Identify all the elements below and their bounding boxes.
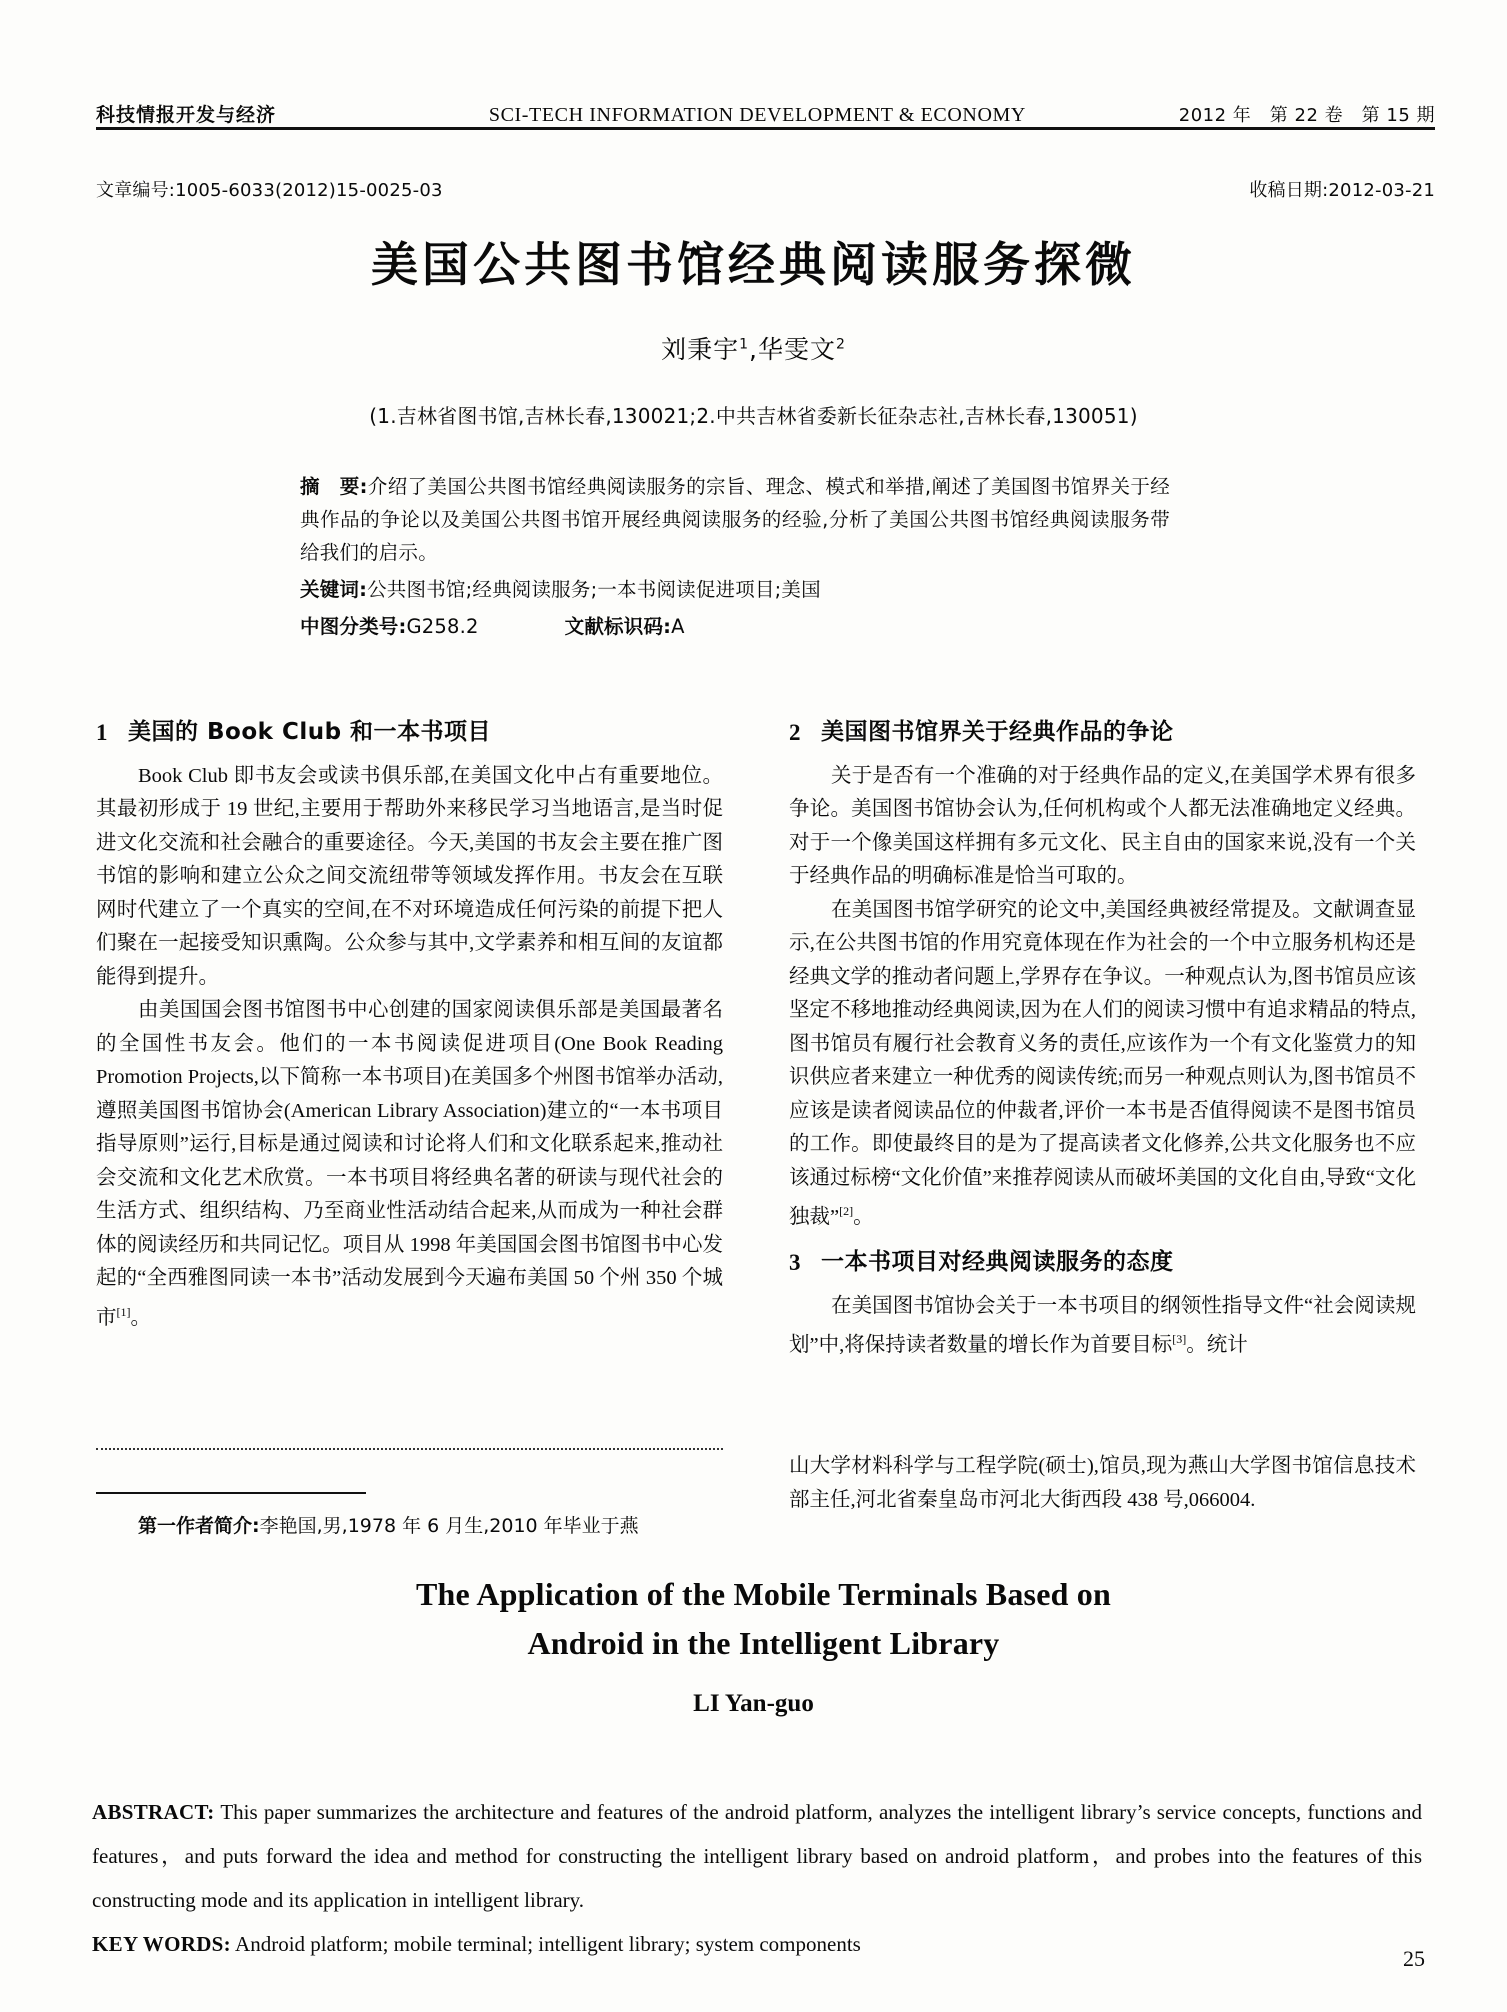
clc-group (300, 610, 479, 643)
paragraph-tail: 。 (130, 1306, 151, 1329)
body-columns (96, 716, 1416, 1436)
english-title-line-1: The Application of the Mobile Terminals Based on (415, 1576, 1112, 1612)
abstract-block (300, 470, 1170, 643)
section-2-number: 2 (789, 720, 801, 745)
article-id-line (96, 176, 1435, 202)
section-3-title: 一本书项目对经典阅读服务的态度 (821, 1249, 1174, 1276)
first-author-note-label: 第一作者简介: (138, 1515, 260, 1537)
column-left (96, 716, 723, 1436)
section-heading-1 (96, 716, 723, 750)
section-1-title: 美国的 Book Club 和一本书项目 (128, 719, 492, 745)
doc-code-value: A (671, 615, 685, 638)
first-author-note-continued: 山大学材料科学与工程学院(硕士),馆员,现为燕山大学图书馆信息技术部主任,河北省秦皇岛市河北大街西段 438 号,066004. (789, 1455, 1416, 1511)
paragraph-text: 在美国图书馆协会关于一本书项目的纲领性指导文件“社会阅读规划”中,将保持读者数量的增长作为首要目标 (789, 1294, 1416, 1357)
article-number: 文章编号:1005-6033(2012)15-0025-03 (96, 180, 443, 201)
paragraph: 关于是否有一个准确的对于经典作品的定义,在美国学术界有很多争论。美国图书馆协会认为,任何机构或个人都无法准确地定义经典。对于一个像美国这样拥有多元文化、民主自由的国家来说,没有一个关于经典作品的明确标准是恰当可取的。 (789, 764, 1416, 887)
english-abstract-paragraph (92, 1790, 1422, 1922)
author-1-affil-mark: 1 (739, 336, 750, 353)
abstract-label: 摘 要: (300, 475, 368, 498)
english-abstract-label: ABSTRACT: (92, 1800, 215, 1824)
english-keywords-label: KEY WORDS: (92, 1932, 231, 1956)
page-number: 25 (1403, 1946, 1425, 1971)
paragraph (96, 994, 723, 1335)
reference-mark: [1] (116, 1304, 131, 1319)
reference-mark: [2] (839, 1204, 854, 1218)
abstract-text: 介绍了美国公共图书馆经典阅读服务的宗旨、理念、模式和举措,阐述了美国图书馆界关于经典作品的争论以及美国公共图书馆开展经典阅读服务的经验,分析了美国公共图书馆经典阅读服务带给我们的启示。 (300, 475, 1170, 564)
page-title: 美国公共图书馆经典阅读服务探微 (371, 238, 1136, 293)
footnote-rule (96, 1492, 366, 1494)
affiliation: (1.吉林省图书馆,吉林长春,130021;2.中共吉林省委新长征杂志社,吉林长春,130051) (369, 404, 1138, 428)
section-1-number: 1 (96, 720, 108, 745)
english-abstract-block (92, 1790, 1422, 1966)
journal-name-en: SCI-TECH INFORMATION DEVELOPMENT & ECONOMY (488, 104, 1026, 126)
section-heading-3 (789, 1246, 1416, 1280)
abstract-paragraph (300, 470, 1170, 569)
footnote-dotted-divider (96, 1448, 723, 1450)
keywords-label: 关键词: (300, 578, 368, 601)
doc-code-label: 文献标识码: (564, 615, 672, 638)
author-2: ,华雯文 (749, 335, 836, 364)
column-right (789, 716, 1416, 1436)
journal-name-cn: 科技情报开发与经济 (96, 104, 277, 126)
running-head (96, 100, 1435, 127)
author-list (0, 330, 1507, 366)
english-keywords-paragraph (92, 1922, 1422, 1966)
first-author-note-text: 李艳国,男,1978 年 6 月生,2010 年毕业于燕 (259, 1515, 639, 1537)
paragraph (789, 894, 1416, 1235)
english-keywords-text: Android platform; mobile terminal; intelligent library; system components (235, 1932, 861, 1956)
english-abstract-text: This paper summarizes the architecture and features of the android platform, analyzes the intelligent library’s service concepts, functions and features，and puts forward the idea and method for constructing the intelligent library based on android platform，and probes into the features of this constructing mode and its application in intelligent library. (92, 1800, 1423, 1912)
section-heading-2 (789, 716, 1416, 750)
section-2-title: 美国图书馆界关于经典作品的争论 (821, 719, 1174, 745)
clc-value: G258.2 (406, 615, 479, 638)
first-author-note (96, 1510, 723, 1542)
english-title (120, 1570, 1407, 1668)
classification-paragraph (300, 610, 1170, 643)
paragraph (789, 1290, 1416, 1363)
received-date: 收稿日期:2012-03-21 (1249, 180, 1435, 201)
clc-label: 中图分类号: (300, 615, 407, 638)
english-author: LI Yan-guo (693, 1690, 814, 1717)
paragraph-text: 由美国国会图书馆图书中心创建的国家阅读俱乐部是美国最著名的全国性书友会。他们的一本书阅读促进项目(One Book Reading Promotion Projects,以下简称一本书项目)在美国多个州图书馆举办活动,遵照美国图书馆协会(American Library Association)建立的“一本书项目指导原则”运行,目标是通过阅读和讨论将人们和文化联系起来,推动社会交流和文化艺术欣赏。一本书项目将经典名著的研读与现代社会的生活方式、组织结构、乃至商业性活动结合起来,从而成为一种社会群体的阅读经历和共同记忆。项目从 1998 年美国国会图书馆图书中心发起的“全西雅图同读一本书”活动发展到今天遍布美国 50 个州 350 个城市 (96, 999, 723, 1329)
author-1: 刘秉宇 (661, 335, 740, 364)
section-3-number: 3 (789, 1250, 801, 1276)
reference-mark: [3] (1172, 1332, 1187, 1347)
keywords-paragraph (300, 573, 1170, 606)
keywords-text: 公共图书馆;经典阅读服务;一本书阅读促进项目;美国 (367, 578, 821, 601)
paragraph: Book Club 即书友会或读书俱乐部,在美国文化中占有重要地位。其最初形成于 19 世纪,主要用于帮助外来移民学习当地语言,是当时促进文化交流和社会融合的重要途径。今天,美国的书友会主要在推广图书馆的影响和建立公众之间交流纽带等领域发挥作用。书友会在互联网时代建立了一个真实的空间,在不对环境造成任何污染的前提下把人们聚在一起接受知识熏陶。公众参与其中,文学素养和相互间的友谊都能得到提升。 (96, 764, 723, 988)
paragraph-text: 在美国图书馆学研究的论文中,美国经典被经常提及。文献调查显示,在公共图书馆的作用究竟体现在作为社会的一个中立服务机构还是经典文学的推动者问题上,学界存在争议。一种观点认为,图书馆员应该坚定不移地推动经典阅读,因为在人们的阅读习惯中有追求精品的特点,图书馆员有履行社会教育义务的责任,应该作为一个有文化鉴赏力的知识供应者来建立一种优秀的阅读传统;而另一种观点则认为,图书馆员不应该是读者阅读品位的仲裁者,评价一本书是否值得阅读不是图书馆员的工作。即使最终目的是为了提高读者文化修养,公共文化服务也不应该通过标榜“文化价值”来推荐阅读从而破坏美国的文化自由,导致“文化独裁” (789, 898, 1416, 1228)
header-rule (96, 127, 1435, 130)
paragraph-tail: 。统计 (1186, 1334, 1248, 1357)
doc-code-group (565, 610, 685, 643)
english-title-line-2: Android in the Intelligent Library (527, 1625, 1000, 1661)
paragraph-tail: 。 (853, 1205, 874, 1228)
issue-info: 2012 年 第 22 卷 第 15 期 (1178, 105, 1435, 126)
author-2-affil-mark: 2 (835, 336, 846, 353)
